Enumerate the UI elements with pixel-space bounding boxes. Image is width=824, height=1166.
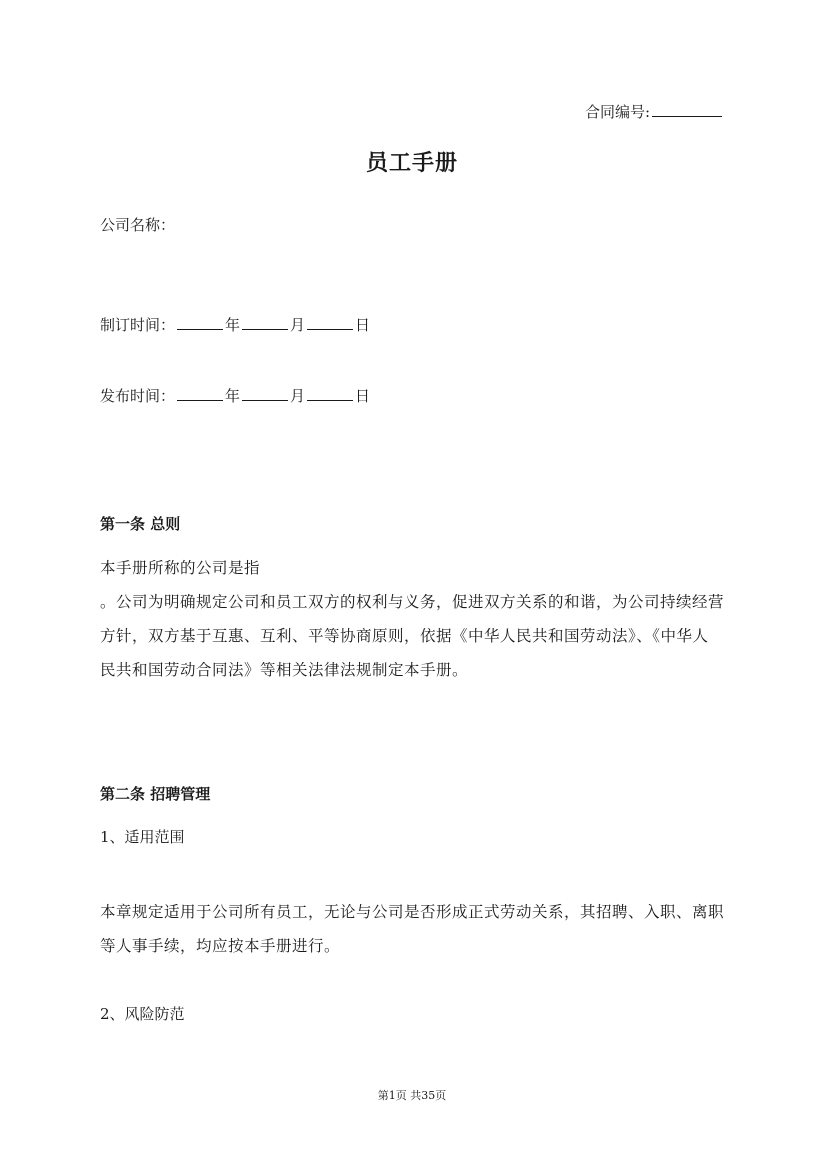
article2-sub1: 1、适用范围: [100, 828, 185, 846]
made-time-line: [100, 314, 370, 335]
article1-heading: 第一条 总则: [100, 515, 181, 533]
article1-paragraph: [100, 551, 724, 687]
publish-time-label: 发布时间：: [100, 387, 176, 405]
publish-time-line: [100, 385, 370, 406]
made-time-label: 制订时间：: [100, 316, 176, 334]
publish-month-unit: 月: [290, 387, 306, 405]
contract-number: [585, 101, 724, 122]
page-footer: 第1页 共35页: [377, 1089, 447, 1102]
made-month-unit: 月: [290, 316, 306, 334]
publish-month-blank: [242, 386, 288, 401]
made-year-blank: [177, 315, 223, 330]
made-day-blank: [307, 315, 353, 330]
article1-line1: 本手册所称的公司是指: [100, 559, 261, 577]
contract-number-blank: [652, 102, 722, 117]
made-year-unit: 年: [225, 316, 241, 334]
contract-number-label: 合同编号:: [584, 103, 650, 121]
article2-sub2: 2、风险防范: [100, 1005, 185, 1023]
publish-year-unit: 年: [225, 387, 241, 405]
publish-year-blank: [177, 386, 223, 401]
made-month-blank: [242, 315, 288, 330]
made-day-unit: 日: [355, 316, 371, 334]
publish-day-blank: [307, 386, 353, 401]
article2-heading: 第二条 招聘管理: [100, 785, 211, 803]
article2-paragraph: 本章规定适用于公司所有员工，无论与公司是否形成正式劳动关系，其招聘、入职、离职等人事手续，均应按本手册进行。: [100, 903, 725, 955]
publish-day-unit: 日: [355, 387, 371, 405]
article1-line2: 。公司为明确规定公司和员工双方的权利与义务，促进双方关系的和谐，为公司持续经营方针，双方基于互惠、互利、平等协商原则，依据《中华人民共和国劳动法》、《中华人民共和国劳动合同法》等相关法律法规制定本手册。: [100, 593, 725, 679]
document-title: 员工手册: [365, 150, 458, 176]
company-name-label: 公司名称：: [100, 216, 176, 234]
